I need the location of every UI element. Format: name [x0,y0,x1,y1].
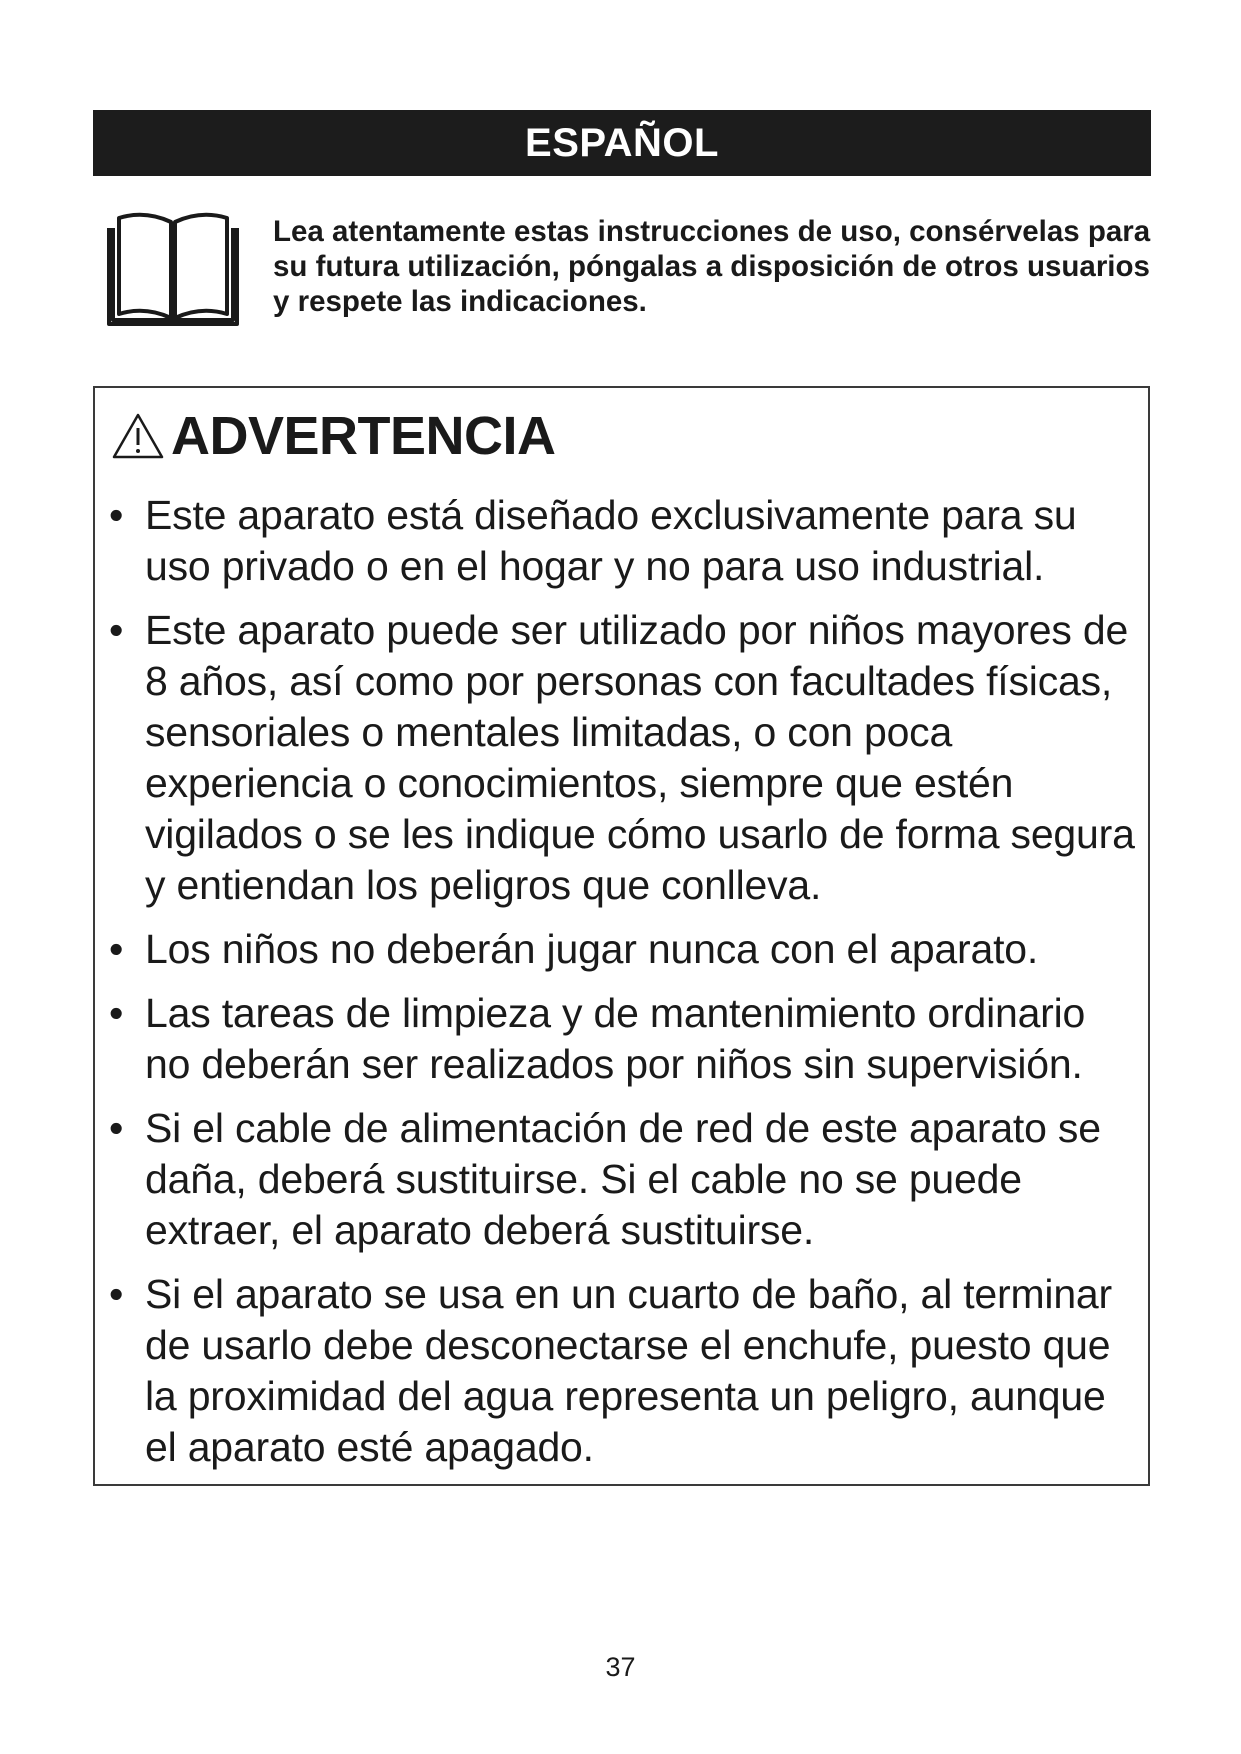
warning-item [109,924,1139,975]
warning-item-text: Los niños no deberán jugar nunca con el aparato. [145,926,1039,972]
bullet: • [109,607,124,653]
language-header [93,110,1151,176]
warning-item-text: Este aparato puede ser utilizado por niños mayores de 8 años, así como por personas con facultades físicas, sensoriales o mentales limitadas, o con poca experiencia o conocimientos, siempre que estén vigilados o se les indique cómo usarlo de forma segura y entiendan los peligros que conlleva. [145,607,1135,908]
warning-header [111,406,556,466]
warning-title: ADVERTENCIA [171,406,556,466]
book-icon [105,210,241,328]
intro-instructions: Lea atentamente estas instrucciones de uso, consérvelas para su futura utilización, póngalas a disposición de otros usuarios y respete las indicaciones. [273,215,1151,318]
bullet: • [109,1105,124,1151]
warning-item-text: Si el cable de alimentación de red de este aparato se daña, deberá sustituirse. Si el cable no se puede extraer, el aparato deberá sustituirse. [145,1105,1101,1253]
warning-item [109,1103,1139,1256]
warning-item [109,490,1139,592]
warning-item [109,1269,1139,1473]
bullet: • [109,990,124,1036]
warning-item [109,988,1139,1090]
bullet: • [109,926,124,972]
warning-item-text: Las tareas de limpieza y de mantenimiento ordinario no deberán ser realizados por niños sin supervisión. [145,990,1086,1087]
bullet: • [109,492,124,538]
language-title: ESPAÑOL [525,120,719,165]
warning-item-text: Si el aparato se usa en un cuarto de baño, al terminar de usarlo debe desconectarse el enchufe, puesto que la proximidad del agua representa un peligro, aunque el aparato esté apagado. [145,1271,1112,1470]
warning-list [109,490,1139,1486]
warning-item [109,605,1139,911]
intro-section [100,204,1150,334]
warning-box [93,386,1150,1486]
warning-item-text: Este aparato está diseñado exclusivamente para su uso privado o en el hogar y no para uso industrial. [145,492,1077,589]
bullet: • [109,1271,124,1317]
warning-triangle-icon [111,412,165,460]
page-number: 37 [605,1652,636,1682]
